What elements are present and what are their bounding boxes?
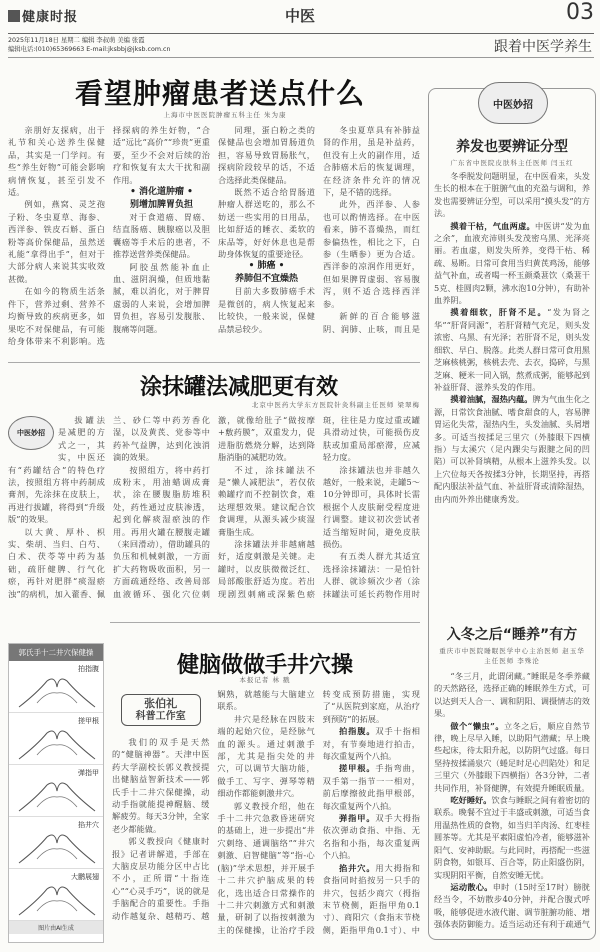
paragraph [434, 881, 590, 932]
subheading: • 肺癌 • [248, 261, 285, 272]
paragraph-text: “发为肾之华”“肝肾同源”，若肝肾精气充足，则头发浓密、乌黑、有光泽；若肝肾不足，则头发细软、早白、脱落。此类人群日常可食用黑芝麻核桃粥，核桃去壳、去衣，捣碎，与黑芝麻、粳米一同入锅，熬煮成粥，能够起到补益肝肾、滋养头发的作用。 [434, 307, 590, 392]
paragraph-text: 冬季脱发问题明显，在中医看来，头发生长的根本在于脏腑气血的充盈与调和，养发也需要辨证分型，可以采用“摸头发”的方法。 [434, 171, 590, 219]
paragraph: 此外，西洋参、人参也可以酌情选择。在中医看来，肺不喜燥热，而红参偏热性，相比之下，白参（生晒参）更为合适。西洋参的凉润作用更好，但如果脾胃虚弱、容易腹泻，则不适合选择西洋参。 [323, 199, 420, 309]
paragraph-text: 饮食与睡眠之间有着密切的联系。晚餐不宜过于丰盛或刺激，可适当食用温热性质的食物，如当归羊肉汤、红枣桂圆茶等。尤其是平素阳虚怕冷者，能够滋补阳气、安神助眠。与此同时，再搭配一些滋阴食物，如银耳、百合等，防止阳盛伤阴，实现阴阳平衡，自然安睡无忧。 [434, 795, 590, 880]
logo-line: 张伯礼 [144, 697, 178, 710]
paragraph [323, 812, 420, 862]
paragraph [323, 725, 420, 762]
page-number: 03 [566, 0, 594, 25]
paragraph: 以大黄、厚朴、枳实、柴胡、当归、白芍、白术、茯苓等中药为基础，疏肝健脾、行气化瘀，再针对肥胖“痰湿瘀浊”的病机，加入藿香、佩兰、砂仁等中药芳香化湿，以及黄芪、党参等中药补气益脾，达到化浊消滴的效果。 [8, 415, 210, 599]
step-label: 搓甲根 [78, 717, 99, 725]
paragraph-text: 中医讲“发为血之余”，血液充沛则头发茂密乌黑、光泽亮丽。若血虚，则发失所养，变得干枯、稀疏、易断。日常可食用当归黄芪鸡汤，能够益气补血，或者喝一杯玉颜桑葚饮（桑葚干5克、桂圆肉2颗，沸水泡10分钟），有助补血养阴。 [434, 220, 590, 306]
paragraph-text: 我们的双手是天然的“健脑神器”。天津中医药大学副校长郭义教授提出健脑益智新技术——郭氏手十二井穴保健操，动动手指就能提神醒脑、缓解疲劳。每天3分钟，全家老少都能做。 [112, 737, 210, 834]
paragraph: 对于食道癌、胃癌、结直肠癌、胰腺癌以及胆囊癌等手术后的患者，不推荐送营养类保健品。 [113, 212, 210, 260]
divider [8, 362, 420, 363]
paragraph: 阿胶虽然能补血止血、滋阴润燥，但质地黏腻，难以消化，对于脾胃虚弱的人来说，会增加脾胃负担，容易引发腹胀、腹痛等问题。 [113, 261, 210, 334]
paragraph-text: 双手十指相对，有节奏地进行拍击，每次重复两个八拍。 [322, 726, 420, 762]
section-slogan: 跟着中医学养生 [494, 39, 592, 55]
paragraph: 同理，蛋白粉之类的保健品也会增加胃肠道负担，容易导致胃肠胀气，探病阶段较早的话，不适合选择此类保健品。 [218, 125, 315, 185]
logo-text: 中医妙招 [17, 427, 45, 437]
subheading: • 消化道肿瘤 • [130, 187, 193, 198]
paragraph-text: 立冬之后，顺应自然节律，晚上尽早入睡，以助阳气潜藏；早上晚些起床，待太阳升起，以防阴气过盛。每日坚持按揉涌泉穴（蜷足时足心凹陷处）和足三里穴（外膝眼下四横指）各3分钟，二者共同作用，补肾健脾，有效提升睡眠质量。 [434, 720, 590, 793]
logo-text: 中医妙招 [493, 99, 533, 111]
paragraph-text: 用大拇指和食指同时掐按另一只手的井穴，包括少商穴（拇指末节桡侧，距指甲角0.1寸）、商阳穴（食指末节桡侧，距指甲角0.1寸）、中 [322, 862, 420, 935]
article-body-hand-exercise [112, 688, 420, 946]
article-headline-tumor-gifts: 看望肿瘤患者送点什么 [74, 77, 365, 110]
article-headline-hair: 养发也要辨证分型 [456, 139, 568, 155]
subheading: 别增加脾胃负担 [129, 199, 193, 210]
paragraph [434, 393, 590, 505]
subheading: 养肺但不宜燥热 [234, 273, 298, 284]
hand-exercise-illustrations [8, 643, 104, 943]
paragraph [434, 670, 590, 720]
paragraph [112, 736, 209, 835]
paragraph: 目前大多数肺癌手术是微创的，病人恢复起来比较快，一般来说，保健品禁忌较少。 [218, 286, 315, 334]
paragraph: 例如，燕窝、灵芝孢子粉、冬虫夏草、海参、西洋参、铁皮石斛、蛋白粉等高价保健品，虽然送礼能“拿得出手”，但对于大部分病人来说其实收效甚微。 [8, 199, 105, 284]
logo-line: 科普工作室 [135, 711, 186, 722]
article-body-tumor-gifts [8, 124, 420, 352]
paragraph-lead: 做个“懒虫”。 [450, 720, 504, 731]
article-headline-cupping: 涂抹罐法减肥更有效 [140, 375, 339, 400]
article-byline: 本报记者 林 戳 [239, 676, 291, 684]
article-headline-winter-sleep: 入冬之后“睡养”有方 [446, 627, 578, 643]
paragraph: 冬虫夏草具有补肺益肾的作用，虽是补益药，但没有上火的副作用，适合肺癌术后的恢复调理，在经济条件允许的情况下，是不错的选择。 [323, 125, 420, 198]
header-meta [8, 37, 170, 54]
paragraph: 不过，涂抹罐法不是“懒人减肥法”，若仅依赖罐疗而不控制饮食，难达理想效果。建议配合饮食调理，从源头减少痰湿膏脂生成。 [218, 464, 315, 537]
paragraph [434, 220, 590, 307]
step-label: 弹指甲 [78, 769, 99, 777]
paragraph: 有五类人群尤其适宜选择涂抹罐法：一是怕针人群、就诊频次少者（涂抹罐法可延长药物作用时 [323, 551, 420, 599]
header-divider [8, 33, 594, 34]
paragraph [323, 762, 420, 812]
hand-icon [17, 673, 97, 711]
hand-step-illustration [9, 661, 103, 713]
illustration-title: 郭氏手十二井穴保健操 [9, 644, 103, 661]
hand-icon [17, 777, 97, 815]
column-logo-science-studio [121, 694, 201, 726]
article-byline: 广东省中医院皮肤科主任医师 闫玉红 [450, 159, 574, 167]
paragraph: 亲朋好友探病，出于礼节和关心送养生保健品，其实是一门学问。有些“养生好物”可能会影响病情恢复，甚至引发不适。 [8, 125, 105, 198]
hand-icon [17, 829, 97, 867]
article-body-cupping [8, 414, 420, 602]
paragraph: 拔罐法是减肥的方式之一，其实，中医还有“药罐结合”的特色疗法，按照组方将中药制成膏剂，先涂抹在皮肤上，再进行拔罐，将得到“升级版”的效果。 [8, 415, 105, 525]
step-label: 大鹏展翅 [71, 873, 99, 881]
paragraph-lead: 运动散心。 [450, 881, 493, 892]
paragraph: 新鲜的百合能够滋阴、润肺、止咳，而且是 [323, 311, 420, 334]
hand-step-illustration [9, 713, 103, 765]
logo-text: 健康时报 [22, 10, 79, 25]
paragraph-lead: 拍指腹。 [339, 726, 376, 737]
column-logo-tcm-tips [478, 82, 548, 124]
paragraph: 涂抹罐法也并非越久越好，一般来说，走罐5～10分钟即可，具体时长需根据个人皮肤耐受程度进行调整。建议初次尝试者适当缩短时间，避免皮肤损伤。 [323, 464, 420, 550]
hand-icon [17, 881, 97, 919]
paragraph-lead: 掐井穴。 [339, 862, 376, 873]
paragraph-text: “冬三月，此谓闭藏。”睡眠是冬季养藏的天然路径，选择正确的睡眠养生方式，可以达到天人合一、调和阴阳、调摄情志的效果。 [434, 671, 590, 719]
column-logo-tcm-tips [8, 416, 54, 450]
paragraph-text: 脾为气血生化之源，日常饮食油腻、嗜食甜食的人，容易脾胃运化失常，湿热内生，头发油腻、头屑增多。可适当按揉足三里穴（外膝眼下四横指）与太溪穴（足内踝尖与跟腱之间的凹陷）可以补肾填精，从根本上滋养头发。以上穴位每天各按揉3分钟，长期坚持，再搭配内服法补益气血、补益肝肾或清除湿热，由内而外养出健康秀发。 [434, 394, 590, 504]
paragraph-text: 申时（15时至17时）膀胱经当令，不妨散步40分钟，并配合腹式呼吸，能够促进水液代谢、调节脏腑功能、增强体表防御能力。适当运动还有利于疏通气 [434, 881, 590, 930]
paragraph: 既然不适合给胃肠道肿瘤人群送吃的，那么不妨送一些实用的日用品，比如舒适的睡衣、柔软的床品等，好好休息也是帮助身体恢复的重要途径。 [218, 187, 315, 260]
paragraph-text: 井穴是经脉在四肢末端的起始穴位，是经脉气血的源头。通过刺激手部，尤其是指尖处的井穴，可以调节大脑功能，做手工、写字、弹琴等精细动作都能刺激井穴。 [217, 713, 315, 799]
hand-step-illustration [9, 765, 103, 817]
paragraph-text: 郭义教授介绍，他在手十二井穴急救昏迷研究的基础上，进一步提出“井穴刺络、通调脑络”“井穴刺激、启智健脑”等“指-心(脑)”学术思想，并开展手十二井穴护脑成果的转化，选出适合日常操作的十二井穴刺激方式和刺激量，研制了以指按刺激为主的保健操，让治疗手段转变成预防措施，实现了“从医院到家庭，从治疗到预防”的拓展。 [217, 689, 420, 935]
paragraph [434, 720, 590, 794]
paragraph: 在如今的物质生活条件下，营养过剩、营养不均衡导致的疾病更多，如果吃不对保健品，有可能给身体带来不利影响。选择探病的养生好物，“合适”远比“高价”“珍贵”更重要，至少不会对后续的治疗和恢复有太大干扰和副作用。 [8, 125, 210, 346]
hand-step-illustration [9, 869, 103, 921]
step-label: 掐井穴 [78, 821, 99, 829]
step-label: 拍指腹 [78, 665, 99, 673]
date-line: 2025年11月18日 星期二 编辑 李叔萌 美编 张霞 [8, 37, 145, 44]
paragraph-lead: 弹指甲。 [339, 813, 376, 824]
paragraph-lead: 吃好睡好。 [450, 795, 492, 806]
illustration-caption: 图片由AI生成 [9, 921, 103, 934]
paragraph-lead: 摸着细软，肝肾不足。 [450, 307, 548, 318]
article-body-hair [434, 170, 590, 620]
header-divider-2 [8, 57, 594, 58]
paragraph-text: 手指弯曲，双手第一指节一一相对，前后摩擦彼此指甲根部，每次重复两个八拍。 [322, 763, 420, 811]
article-byline: 北京中医药大学东方医院针灸科副主任医师 梁翠梅 [251, 401, 420, 409]
divider [110, 622, 420, 623]
hand-icon [17, 725, 97, 763]
section-title: 中医 [284, 7, 315, 25]
paragraph [434, 794, 590, 881]
paragraph: 涂抹罐法并非越痛越好，适度刺激是关键。走罐时，以皮肤微微泛红、局部酸胀舒适为度。若出现剧烈刺痛或深紫色瘀斑，往往是力度过重或罐具滑动过快，可能损伤皮肤或加重局部瘀滞，应减轻力度。 [218, 415, 420, 599]
contact-line: 编辑电话:(010)65369663 E-mail:jksbbj@jksb.com.cn [8, 45, 171, 53]
article-body-winter-sleep [434, 670, 590, 932]
paragraph [217, 713, 314, 800]
paragraph: 按照组方，将中药打成粉末，用油蜡调成膏状，涂在腰腹脂肪堆积处，药性通过皮肤渗透，起到化解痰湿瘀浊的作用。再用火罐在腰腹走罐（来回滑动），借助罐具的负压和机械刺激，一方面扩大药物吸收面积，另一方面疏通经络、改善局部血液循环、强化穴位刺激，就像给肚子“做按摩+敷药膜”，双重发力，促进脂肪燃烧分解，达到降脂消脂的减肥功效。 [113, 415, 315, 599]
paragraph-text: 郭义教授向《健康时报》记者讲解道，手部在大脑皮层功能分区中占比不小，正所谓“十指连心”“心灵手巧”，说的就是手脑配合的重要性。手指动作越复杂、越精巧、越娴熟，就越能与大脑建立联系。 [112, 689, 315, 921]
paragraph-lead: 摸着油腻，湿热内蕴。 [450, 394, 533, 405]
article-byline: 重庆市中医院睡眠医学中心主治医师 赵玉华 主任医师 李殊沦 [439, 647, 585, 665]
paragraph [434, 306, 590, 393]
hand-step-illustration [9, 817, 103, 869]
article-headline-hand-exercise: 健脑做做手井穴操 [176, 652, 353, 678]
paragraph-text: 双手大拇指依次弹动食指、中指、无名指和小指，每次重复两个八拍。 [322, 813, 420, 861]
paragraph-lead: 摸着干枯，气血两虚。 [450, 220, 536, 231]
paragraph-lead: 搓甲根。 [339, 763, 376, 774]
article-byline: 上海市中医医院肿瘤五科主任 朱为康 [163, 111, 287, 119]
paragraph [434, 170, 590, 220]
